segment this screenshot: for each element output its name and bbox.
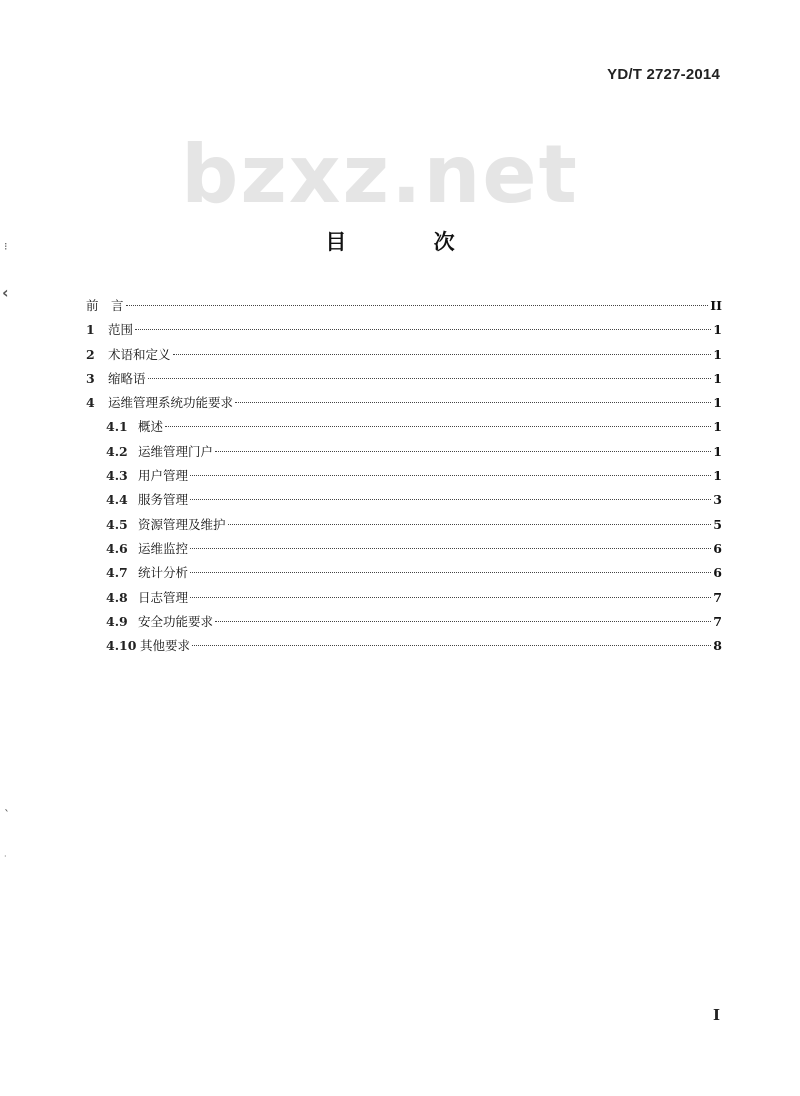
toc-entry-number: 4.8	[106, 589, 128, 605]
toc-entry-page: 1	[713, 419, 722, 435]
toc-entry-page: 1	[713, 468, 722, 484]
dot-leader	[228, 524, 712, 525]
toc-entry-4-5[interactable]	[86, 513, 722, 537]
toc-entry-title: 其他要求	[140, 638, 191, 654]
toc-entry-4-7[interactable]	[86, 561, 722, 585]
toc-entry-page: 5	[713, 516, 722, 532]
toc-entry-title: 安全功能要求	[138, 613, 214, 629]
scan-artifact-mark: ⁝	[4, 240, 8, 253]
toc-entry-3[interactable]	[86, 367, 722, 391]
toc-entry-page: 1	[713, 395, 722, 411]
scan-artifact-mark: ·	[4, 852, 7, 861]
toc-entry-title: 术语和定义	[108, 346, 171, 362]
toc-entry-2[interactable]	[86, 343, 722, 367]
toc-entry-1[interactable]	[86, 318, 722, 342]
page-number: I	[712, 1006, 720, 1024]
toc-entry-number: 4.3	[106, 468, 128, 484]
toc-entry-title: 概述	[138, 419, 164, 435]
toc-entry-number: 4.4	[106, 492, 128, 508]
toc-entry-title: 缩略语	[108, 370, 146, 386]
dot-leader	[190, 572, 711, 573]
toc-entry-title: 范围	[108, 322, 134, 338]
toc-entry-4-8[interactable]	[86, 586, 722, 610]
toc-entry-foreword[interactable]	[86, 294, 722, 318]
toc-entry-4-3[interactable]	[86, 464, 722, 488]
dot-leader	[135, 329, 711, 330]
toc-entry-4-4[interactable]	[86, 488, 722, 512]
toc-entry-page: 1	[713, 370, 722, 386]
toc-entry-title: 运维监控	[138, 540, 189, 556]
toc-entry-4-6[interactable]	[86, 537, 722, 561]
scan-artifact-mark: ˋ	[4, 808, 10, 822]
dot-leader	[190, 548, 711, 549]
toc-entry-number: 4.5	[106, 516, 128, 532]
toc-entry-page: 8	[713, 638, 722, 654]
toc-entry-4-9[interactable]	[86, 610, 722, 634]
toc-entry-number: 3	[86, 370, 95, 386]
toc-entry-4-2[interactable]	[86, 440, 722, 464]
toc-entry-number: 4.7	[106, 565, 128, 581]
toc-entry-title: 运维管理门户	[138, 443, 214, 459]
toc-entry-number: 4.9	[106, 613, 128, 629]
toc-entry-title: 日志管理	[138, 589, 189, 605]
toc-entry-page: 7	[713, 613, 722, 629]
toc-entry-4[interactable]	[86, 391, 722, 415]
dot-leader	[215, 621, 711, 622]
toc-entry-page: 6	[713, 565, 722, 581]
table-of-contents	[86, 294, 722, 658]
dot-leader	[148, 378, 712, 379]
toc-entry-number: 4.10	[106, 638, 137, 654]
toc-entry-title: 前 言	[86, 298, 124, 313]
dot-leader	[192, 645, 711, 646]
dot-leader	[190, 597, 711, 598]
toc-entry-4-1[interactable]	[86, 415, 722, 439]
dot-leader	[235, 402, 711, 403]
watermark: bzxz.net	[181, 128, 579, 221]
dot-leader	[190, 475, 711, 476]
toc-entry-page: 7	[713, 589, 722, 605]
scan-artifact-mark: ‹	[2, 283, 9, 302]
toc-entry-page: 1	[713, 322, 722, 338]
toc-entry-title: 统计分析	[138, 565, 189, 581]
toc-entry-number: 4.2	[106, 443, 128, 459]
dot-leader	[215, 451, 711, 452]
toc-entry-4-10[interactable]	[86, 634, 722, 658]
toc-title: 目 次	[325, 229, 495, 254]
toc-entry-title: 用户管理	[138, 468, 189, 484]
toc-entry-number: 1	[86, 322, 95, 338]
toc-entry-number: 4.1	[106, 419, 128, 435]
toc-entry-number: 2	[86, 346, 95, 362]
dot-leader	[190, 499, 711, 500]
toc-entry-page: 1	[713, 346, 722, 362]
document-code: YD/T 2727-2014	[607, 66, 720, 83]
toc-entry-number: 4.6	[106, 540, 128, 556]
toc-entry-page: 1	[713, 443, 722, 459]
toc-entry-page: 6	[713, 540, 722, 556]
toc-entry-page: 3	[713, 492, 722, 508]
dot-leader	[173, 354, 712, 355]
dot-leader	[165, 426, 711, 427]
toc-entry-number: 4	[86, 395, 95, 411]
toc-entry-title: 资源管理及维护	[138, 516, 226, 532]
toc-entry-title: 运维管理系统功能要求	[108, 395, 234, 411]
dot-leader	[126, 305, 709, 306]
toc-entry-page: II	[710, 298, 722, 313]
toc-entry-title: 服务管理	[138, 492, 189, 508]
